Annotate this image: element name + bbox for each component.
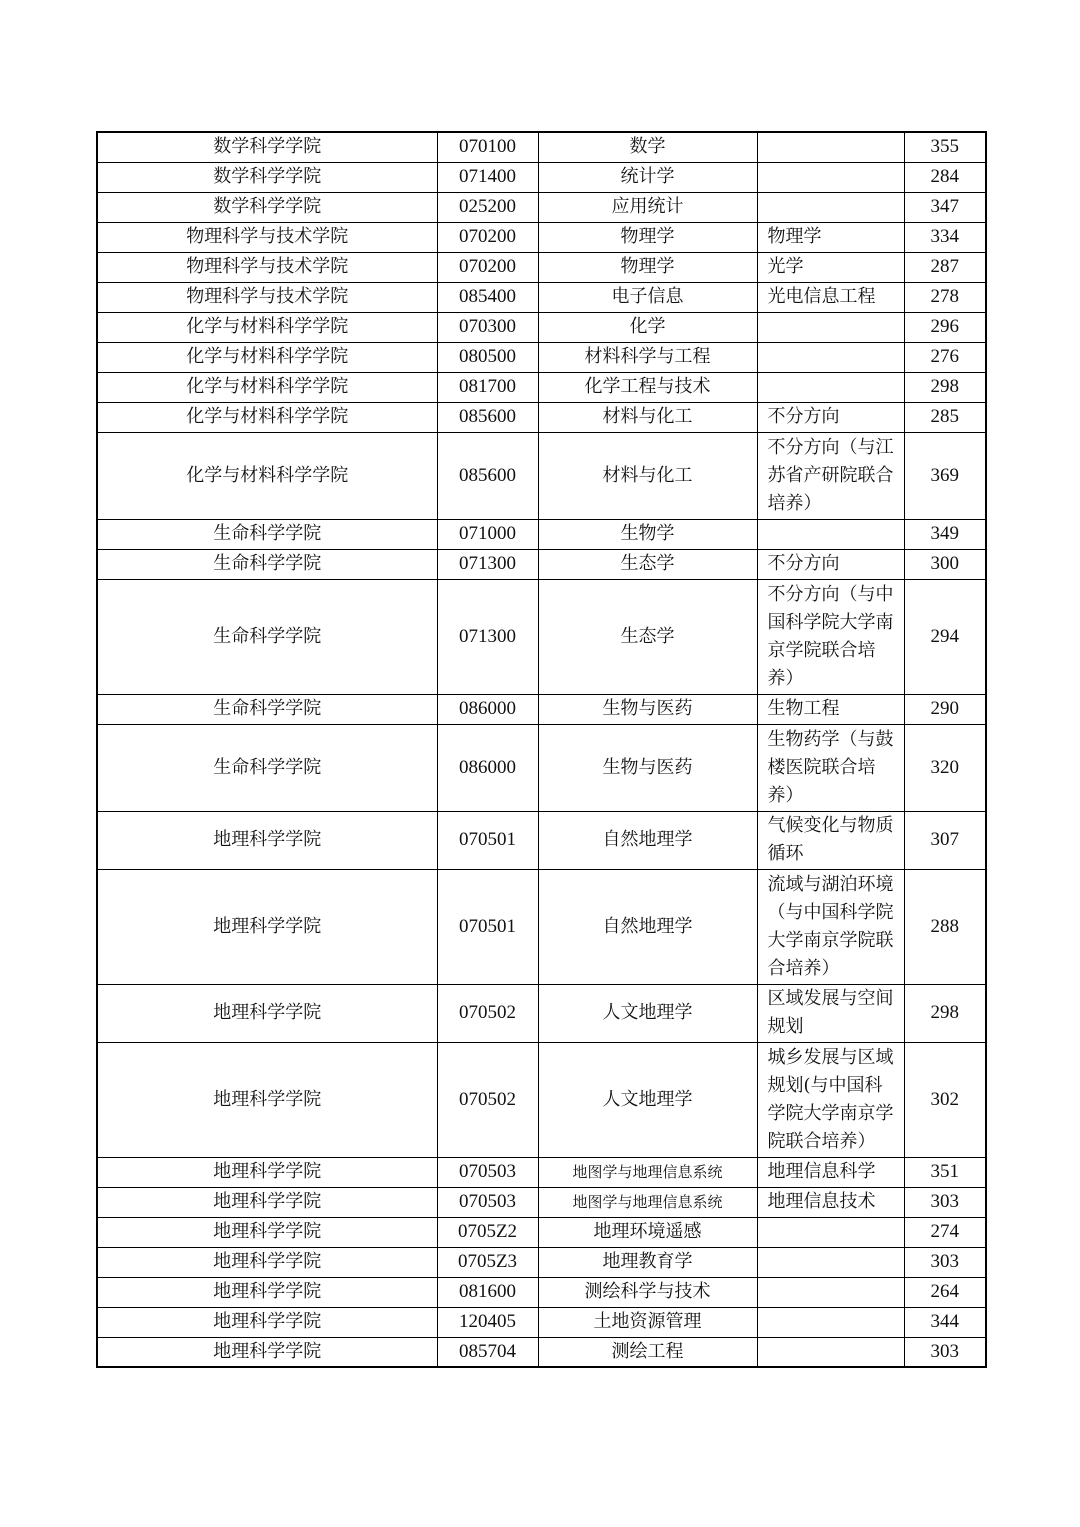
table-row — [97, 869, 986, 984]
min-score-cell: 288 — [904, 869, 986, 984]
min-score-cell: 284 — [904, 162, 986, 192]
major-name-cell: 物理学 — [538, 252, 757, 282]
min-score-cell: 349 — [904, 519, 986, 549]
major-code-cell: 071300 — [437, 579, 538, 694]
min-score-cell: 369 — [904, 432, 986, 519]
table-row — [97, 1247, 986, 1277]
min-score-cell: 298 — [904, 372, 986, 402]
college-cell: 化学与材料科学学院 — [97, 372, 437, 402]
table-row — [97, 694, 986, 724]
min-score-cell: 296 — [904, 312, 986, 342]
min-score-cell: 276 — [904, 342, 986, 372]
major-name-cell: 材料科学与工程 — [538, 342, 757, 372]
major-code-cell: 070200 — [437, 252, 538, 282]
major-name-cell: 地理教育学 — [538, 1247, 757, 1277]
table-row — [97, 1277, 986, 1307]
min-score-cell: 294 — [904, 579, 986, 694]
table-body — [97, 132, 986, 1367]
major-name-cell: 生物学 — [538, 519, 757, 549]
research-direction-cell — [757, 162, 904, 192]
table-row — [97, 579, 986, 694]
major-code-cell: 070501 — [437, 869, 538, 984]
college-cell: 地理科学学院 — [97, 1187, 437, 1217]
college-cell: 地理科学学院 — [97, 1337, 437, 1367]
research-direction-cell — [757, 312, 904, 342]
research-direction-cell — [757, 519, 904, 549]
college-cell: 地理科学学院 — [97, 1217, 437, 1247]
table-row — [97, 402, 986, 432]
min-score-cell: 303 — [904, 1247, 986, 1277]
major-code-cell: 070501 — [437, 811, 538, 869]
college-cell: 地理科学学院 — [97, 984, 437, 1042]
major-name-cell: 电子信息 — [538, 282, 757, 312]
college-cell: 数学科学学院 — [97, 162, 437, 192]
research-direction-cell — [757, 132, 904, 162]
min-score-cell: 351 — [904, 1157, 986, 1187]
table-row — [97, 162, 986, 192]
min-score-cell: 300 — [904, 549, 986, 579]
college-cell: 化学与材料科学学院 — [97, 402, 437, 432]
major-name-cell: 生态学 — [538, 579, 757, 694]
major-code-cell: 081600 — [437, 1277, 538, 1307]
major-code-cell: 070100 — [437, 132, 538, 162]
table-row — [97, 724, 986, 811]
table-row — [97, 984, 986, 1042]
college-cell: 数学科学学院 — [97, 132, 437, 162]
table-row — [97, 1307, 986, 1337]
min-score-cell: 334 — [904, 222, 986, 252]
min-score-cell: 264 — [904, 1277, 986, 1307]
min-score-cell: 355 — [904, 132, 986, 162]
college-cell: 物理科学与技术学院 — [97, 222, 437, 252]
major-name-cell: 材料与化工 — [538, 402, 757, 432]
research-direction-cell — [757, 1247, 904, 1277]
research-direction-cell — [757, 192, 904, 222]
research-direction-cell: 物理学 — [757, 222, 904, 252]
major-code-cell: 0705Z3 — [437, 1247, 538, 1277]
table-row — [97, 282, 986, 312]
major-name-cell: 化学工程与技术 — [538, 372, 757, 402]
major-name-cell: 统计学 — [538, 162, 757, 192]
research-direction-cell: 不分方向（与中国科学院大学南京学院联合培养） — [757, 579, 904, 694]
research-direction-cell: 生物药学（与鼓楼医院联合培养） — [757, 724, 904, 811]
research-direction-cell: 区域发展与空间规划 — [757, 984, 904, 1042]
min-score-cell: 307 — [904, 811, 986, 869]
min-score-cell: 278 — [904, 282, 986, 312]
min-score-cell: 344 — [904, 1307, 986, 1337]
major-name-cell: 生物与医药 — [538, 724, 757, 811]
major-name-cell: 生态学 — [538, 549, 757, 579]
major-code-cell: 070300 — [437, 312, 538, 342]
major-code-cell: 025200 — [437, 192, 538, 222]
research-direction-cell: 光电信息工程 — [757, 282, 904, 312]
research-direction-cell — [757, 342, 904, 372]
major-name-cell: 化学 — [538, 312, 757, 342]
major-name-cell: 地图学与地理信息系统 — [538, 1187, 757, 1217]
min-score-cell: 302 — [904, 1042, 986, 1157]
table-row — [97, 811, 986, 869]
major-name-cell: 测绘工程 — [538, 1337, 757, 1367]
college-cell: 生命科学学院 — [97, 549, 437, 579]
research-direction-cell — [757, 1307, 904, 1337]
major-code-cell: 081700 — [437, 372, 538, 402]
min-score-cell: 287 — [904, 252, 986, 282]
major-code-cell: 085400 — [437, 282, 538, 312]
major-name-cell: 自然地理学 — [538, 811, 757, 869]
table-row — [97, 312, 986, 342]
research-direction-cell — [757, 372, 904, 402]
major-code-cell: 070502 — [437, 1042, 538, 1157]
major-code-cell: 071400 — [437, 162, 538, 192]
major-name-cell: 测绘科学与技术 — [538, 1277, 757, 1307]
college-cell: 生命科学学院 — [97, 724, 437, 811]
college-cell: 生命科学学院 — [97, 519, 437, 549]
table-row — [97, 1157, 986, 1187]
college-cell: 化学与材料科学学院 — [97, 342, 437, 372]
table-row — [97, 432, 986, 519]
min-score-cell: 298 — [904, 984, 986, 1042]
min-score-cell: 285 — [904, 402, 986, 432]
research-direction-cell: 流域与湖泊环境（与中国科学院大学南京学院联合培养） — [757, 869, 904, 984]
research-direction-cell — [757, 1337, 904, 1367]
research-direction-cell: 城乡发展与区域规划(与中国科学院大学南京学院联合培养） — [757, 1042, 904, 1157]
major-code-cell: 086000 — [437, 724, 538, 811]
major-code-cell: 085704 — [437, 1337, 538, 1367]
table-row — [97, 372, 986, 402]
table-row — [97, 192, 986, 222]
table-row — [97, 132, 986, 162]
major-code-cell: 080500 — [437, 342, 538, 372]
min-score-cell: 320 — [904, 724, 986, 811]
table-row — [97, 519, 986, 549]
college-cell: 物理科学与技术学院 — [97, 252, 437, 282]
major-name-cell: 应用统计 — [538, 192, 757, 222]
table-row — [97, 222, 986, 252]
college-cell: 地理科学学院 — [97, 1307, 437, 1337]
major-name-cell: 物理学 — [538, 222, 757, 252]
college-cell: 物理科学与技术学院 — [97, 282, 437, 312]
research-direction-cell: 地理信息科学 — [757, 1157, 904, 1187]
major-code-cell: 085600 — [437, 402, 538, 432]
table-row — [97, 342, 986, 372]
research-direction-cell: 不分方向（与江苏省产研院联合培养） — [757, 432, 904, 519]
major-code-cell: 070502 — [437, 984, 538, 1042]
college-cell: 生命科学学院 — [97, 579, 437, 694]
college-cell: 数学科学学院 — [97, 192, 437, 222]
college-cell: 生命科学学院 — [97, 694, 437, 724]
table-row — [97, 549, 986, 579]
table-row — [97, 1337, 986, 1367]
major-code-cell: 070200 — [437, 222, 538, 252]
research-direction-cell: 光学 — [757, 252, 904, 282]
college-cell: 地理科学学院 — [97, 1247, 437, 1277]
research-direction-cell: 不分方向 — [757, 549, 904, 579]
major-name-cell: 人文地理学 — [538, 1042, 757, 1157]
major-name-cell: 人文地理学 — [538, 984, 757, 1042]
major-name-cell: 生物与医药 — [538, 694, 757, 724]
college-cell: 地理科学学院 — [97, 1157, 437, 1187]
major-name-cell: 土地资源管理 — [538, 1307, 757, 1337]
college-cell: 地理科学学院 — [97, 1277, 437, 1307]
major-name-cell: 地图学与地理信息系统 — [538, 1157, 757, 1187]
research-direction-cell: 气候变化与物质循环 — [757, 811, 904, 869]
college-cell: 化学与材料科学学院 — [97, 432, 437, 519]
table-row — [97, 1217, 986, 1247]
research-direction-cell — [757, 1277, 904, 1307]
research-direction-cell: 生物工程 — [757, 694, 904, 724]
research-direction-cell — [757, 1217, 904, 1247]
research-direction-cell: 地理信息技术 — [757, 1187, 904, 1217]
table-row — [97, 1187, 986, 1217]
table-row — [97, 1042, 986, 1157]
major-code-cell: 086000 — [437, 694, 538, 724]
research-direction-cell: 不分方向 — [757, 402, 904, 432]
major-name-cell: 数学 — [538, 132, 757, 162]
major-code-cell: 120405 — [437, 1307, 538, 1337]
college-cell: 地理科学学院 — [97, 869, 437, 984]
major-name-cell: 自然地理学 — [538, 869, 757, 984]
college-cell: 化学与材料科学学院 — [97, 312, 437, 342]
major-code-cell: 070503 — [437, 1187, 538, 1217]
major-name-cell: 材料与化工 — [538, 432, 757, 519]
major-code-cell: 071000 — [437, 519, 538, 549]
college-cell: 地理科学学院 — [97, 811, 437, 869]
min-score-cell: 303 — [904, 1187, 986, 1217]
min-score-cell: 303 — [904, 1337, 986, 1367]
major-name-cell: 地理环境遥感 — [538, 1217, 757, 1247]
major-code-cell: 085600 — [437, 432, 538, 519]
major-code-cell: 0705Z2 — [437, 1217, 538, 1247]
major-code-cell: 071300 — [437, 549, 538, 579]
min-score-cell: 347 — [904, 192, 986, 222]
college-cell: 地理科学学院 — [97, 1042, 437, 1157]
major-code-cell: 070503 — [437, 1157, 538, 1187]
min-score-cell: 290 — [904, 694, 986, 724]
table-row — [97, 252, 986, 282]
admission-score-table — [96, 131, 987, 1368]
min-score-cell: 274 — [904, 1217, 986, 1247]
